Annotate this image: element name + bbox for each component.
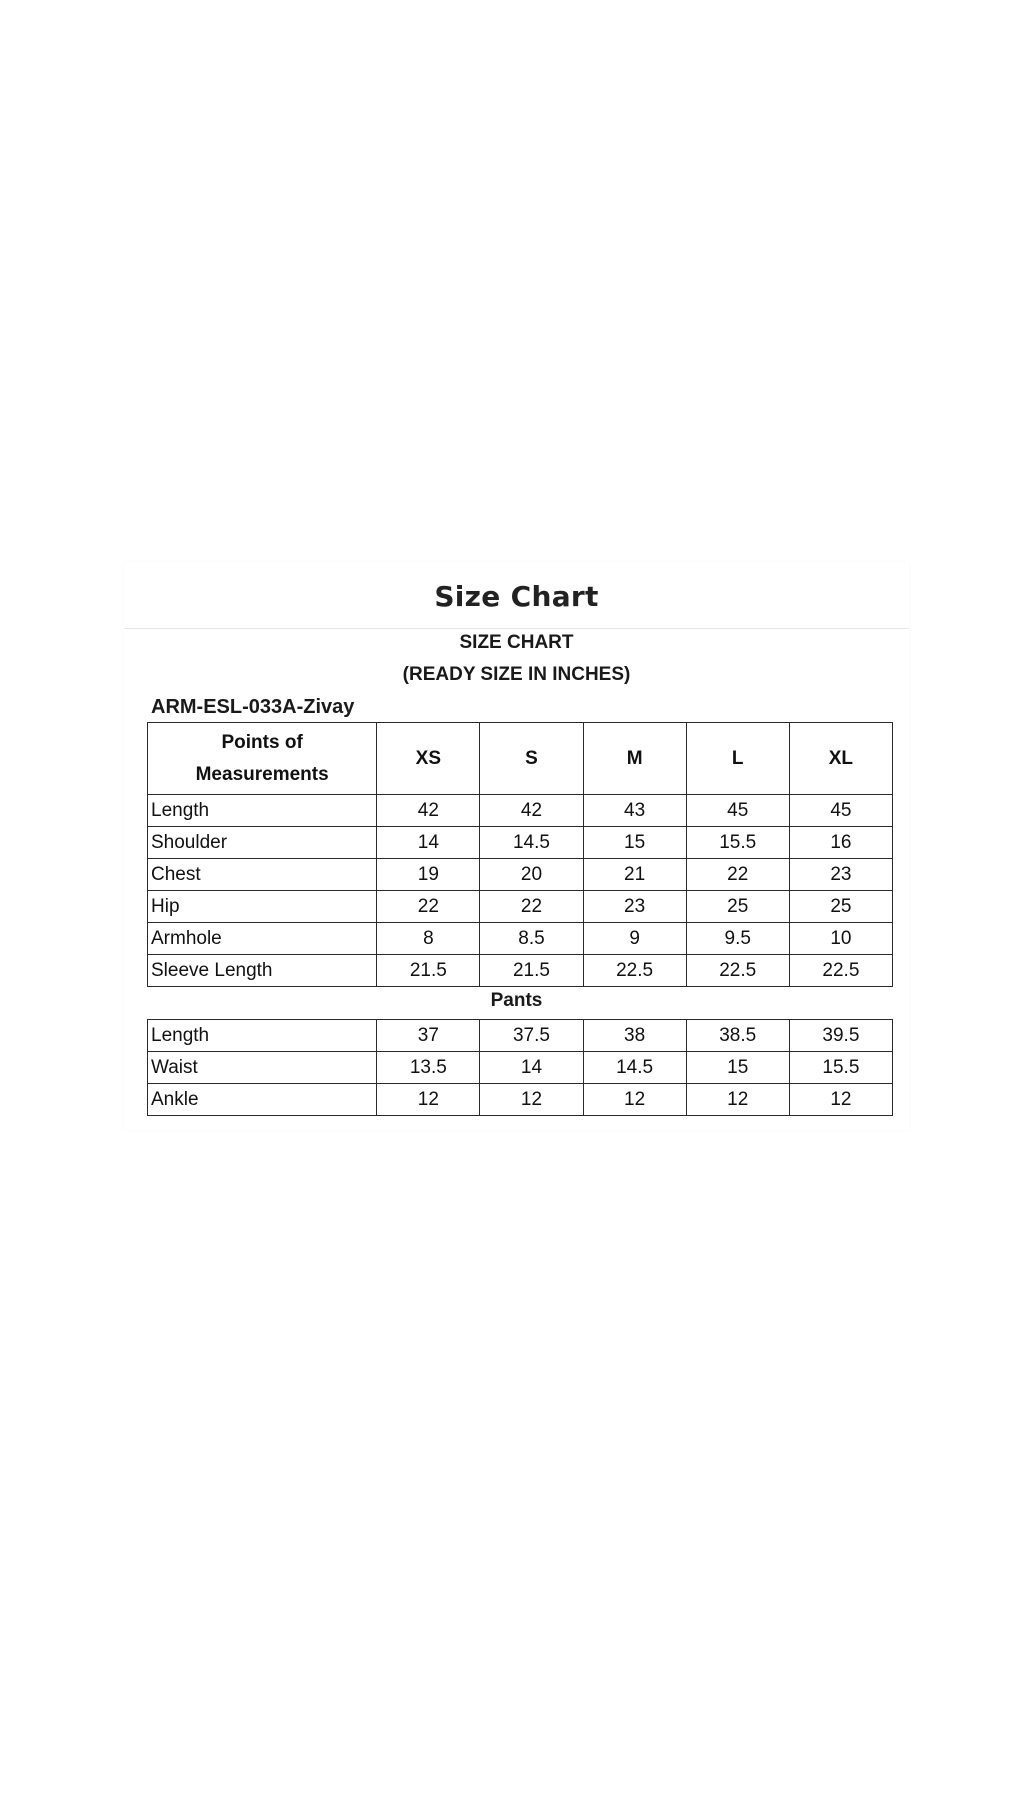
row-label: Length — [148, 1020, 377, 1052]
row-label: Waist — [148, 1052, 377, 1084]
table-cell: 23 — [789, 859, 892, 891]
column-header-xl: XL — [789, 723, 892, 795]
table-cell: 37 — [377, 1020, 480, 1052]
table-cell: 22 — [686, 859, 789, 891]
table-row — [148, 923, 893, 955]
row-label: Ankle — [148, 1084, 377, 1116]
table-cell: 21.5 — [480, 955, 583, 987]
table-cell: 19 — [377, 859, 480, 891]
table-cell: 14.5 — [480, 827, 583, 859]
row-label: Length — [148, 795, 377, 827]
column-header-l: L — [686, 723, 789, 795]
table-row — [148, 955, 893, 987]
column-header-xs: XS — [377, 723, 480, 795]
table-cell: 21 — [583, 859, 686, 891]
size-chart-heading: SIZE CHART — [459, 632, 574, 653]
table-row — [148, 859, 893, 891]
table-cell: 23 — [583, 891, 686, 923]
table-row — [148, 1020, 893, 1052]
table-cell: 38.5 — [686, 1020, 789, 1052]
table-row — [148, 1084, 893, 1116]
table-cell: 12 — [583, 1084, 686, 1116]
modal-header — [124, 562, 909, 629]
table-cell: 22 — [377, 891, 480, 923]
table-cell: 20 — [480, 859, 583, 891]
table-cell: 25 — [686, 891, 789, 923]
table-row — [148, 795, 893, 827]
modal-title: Size Chart — [434, 579, 599, 613]
table-cell: 45 — [789, 795, 892, 827]
column-header-s: S — [480, 723, 583, 795]
table-cell: 12 — [789, 1084, 892, 1116]
table-row — [148, 1052, 893, 1084]
pants-table-body — [148, 1020, 893, 1116]
column-header-line1: Points of — [221, 731, 303, 753]
row-label: Hip — [148, 891, 377, 923]
table-cell: 8.5 — [480, 923, 583, 955]
table-cell: 16 — [789, 827, 892, 859]
table-cell: 22.5 — [789, 955, 892, 987]
table-cell: 13.5 — [377, 1052, 480, 1084]
row-label: Sleeve Length — [148, 955, 377, 987]
row-label: Chest — [148, 859, 377, 891]
table-cell: 12 — [480, 1084, 583, 1116]
table-cell: 8 — [377, 923, 480, 955]
table-cell: 14 — [480, 1052, 583, 1084]
table-row — [148, 891, 893, 923]
table-cell: 22.5 — [583, 955, 686, 987]
table-cell: 15 — [686, 1052, 789, 1084]
table-cell: 15 — [583, 827, 686, 859]
table-cell: 43 — [583, 795, 686, 827]
table-cell: 22 — [480, 891, 583, 923]
column-header-line2: Measurements — [195, 763, 329, 785]
table-cell: 12 — [377, 1084, 480, 1116]
size-chart-subheading: (READY SIZE IN INCHES) — [402, 664, 631, 685]
product-code: ARM-ESL-033A-Zivay — [151, 696, 355, 718]
table-cell: 15.5 — [789, 1052, 892, 1084]
table-cell: 45 — [686, 795, 789, 827]
table-cell: 25 — [789, 891, 892, 923]
table-cell: 9 — [583, 923, 686, 955]
table-cell: 21.5 — [377, 955, 480, 987]
top-size-table — [147, 722, 893, 987]
table-cell: 39.5 — [789, 1020, 892, 1052]
pants-size-table — [147, 1019, 893, 1116]
table-cell: 14 — [377, 827, 480, 859]
table-header-row — [148, 723, 893, 795]
table-cell: 12 — [686, 1084, 789, 1116]
table-cell: 38 — [583, 1020, 686, 1052]
table-cell: 37.5 — [480, 1020, 583, 1052]
row-label: Shoulder — [148, 827, 377, 859]
size-chart-modal — [124, 562, 909, 1130]
row-label: Armhole — [148, 923, 377, 955]
column-header-points-of-measurements — [148, 723, 377, 795]
pants-heading: Pants — [490, 990, 543, 1011]
table-cell: 42 — [480, 795, 583, 827]
top-table-body — [148, 795, 893, 987]
table-cell: 9.5 — [686, 923, 789, 955]
table-cell: 22.5 — [686, 955, 789, 987]
table-cell: 15.5 — [686, 827, 789, 859]
column-header-m: M — [583, 723, 686, 795]
table-cell: 14.5 — [583, 1052, 686, 1084]
table-cell: 10 — [789, 923, 892, 955]
table-row — [148, 827, 893, 859]
table-cell: 42 — [377, 795, 480, 827]
